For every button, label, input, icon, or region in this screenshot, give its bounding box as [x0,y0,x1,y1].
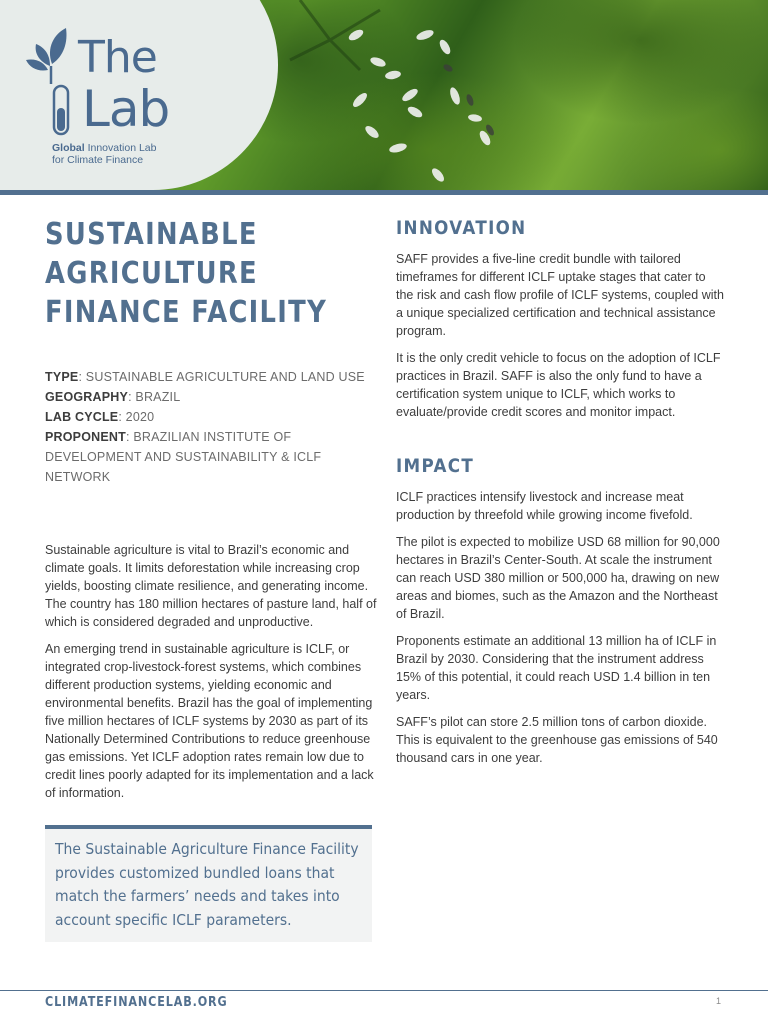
innovation-paragraph: It is the only credit vehicle to focus on the adoption of ICLF practices in Brazil. SAFF is also the only fund to have a certification system unique to ICLF, which works to evaluate/provide credit scores and monitor impact. [396,351,721,419]
meta-value: : BRAZIL [128,390,181,404]
page-number: 1 [716,996,722,1006]
callout-box [45,825,372,942]
innovation-heading: INNOVATION [396,217,527,239]
meta-value: : 2020 [118,410,155,424]
title-line: SUSTAINABLE [45,217,258,252]
title-line: FINANCE FACILITY [45,295,328,330]
meta-key: PROPONENT [45,430,126,444]
meta-value: : SUSTAINABLE AGRICULTURE AND LAND USE [78,370,365,384]
meta-geography [45,387,377,407]
innovation-paragraph: SAFF provides a five-line credit bundle with tailored timeframes for different ICLF uptake stages that cater to the risk and cash flow profile of ICLF systems, coupled with a unique specialized certification and technical assistance program. [396,252,724,338]
meta-type [45,367,377,387]
title-line: AGRICULTURE [45,256,258,291]
logo-tagline-rest: Innovation Lab [84,142,157,154]
callout-text: The Sustainable Agriculture Finance Facility provides customized bundled loans that match the farmers’ needs and takes into account specific ICLF parameters. [55,840,359,929]
right-column [396,215,726,776]
logo-word-lab: Lab [82,80,170,138]
intro-section [45,541,377,802]
logo-word-the: The [78,32,157,83]
logo-tagline-bold: Global [52,142,85,154]
page-title [45,215,329,332]
intro-paragraph: Sustainable agriculture is vital to Brazil’s economic and climate goals. It limits deforestation while increasing crop yields, boosting climate resilience, and generating income. The country has 180 million hectares of pasture land, half of which is considered degraded and unproductive. [45,543,377,629]
meta-key: TYPE [45,370,79,384]
header-divider [0,190,768,195]
meta-lab-cycle [45,407,377,427]
logo-tagline [52,142,156,166]
impact-heading: IMPACT [396,455,475,477]
leaf-test-tube-icon [26,26,76,136]
meta-key: GEOGRAPHY [45,390,129,404]
impact-paragraph: ICLF practices intensify livestock and increase meat production by threefold while growing income fivefold. [396,490,693,522]
intro-paragraph: An emerging trend in sustainable agriculture is ICLF, or integrated crop-livestock-forest systems, which combines different production systems, yielding economic and environmental benefits. Brazil has the goal of implementing five million hectares of ICLF systems by 2030 as part of its Nationally Determined Contributions to reduce greenhouse gas emissions. Yet ICLF adoption rates remain low due to credit lines poorly adapted for its implementation and a lack of information. [45,642,374,800]
footer-website-link[interactable]: CLIMATEFINANCELAB.ORG [45,995,228,1010]
footer-divider [0,990,768,991]
impact-paragraph: SAFF’s pilot can store 2.5 million tons of carbon dioxide. This is equivalent to the greenhouse gas emissions of 540 thousand cars in one year. [396,715,718,765]
meta-proponent [45,427,377,487]
project-metadata [45,367,377,487]
meta-value: : BRAZILIAN INSTITUTE OF DEVELOPMENT AND SUSTAINABILITY & ICLF NETWORK [45,430,322,484]
impact-paragraph: The pilot is expected to mobilize USD 68 million for 90,000 hectares in Brazil’s Center-South. At scale the instrument can reach USD 380 million or 500,000 ha, drawing on new areas and biomes, such as the Amazon and the Northeast of Brazil. [396,535,720,621]
left-column [45,215,377,811]
logo-tagline-line2: for Climate Finance [52,154,144,166]
meta-key: LAB CYCLE [45,410,119,424]
header-photo-banner [0,0,768,190]
impact-paragraph: Proponents estimate an additional 13 million ha of ICLF in Brazil by 2030. Considering that the instrument address 15% of this potential, it could reach USD 1.4 billion in ten years. [396,634,717,702]
